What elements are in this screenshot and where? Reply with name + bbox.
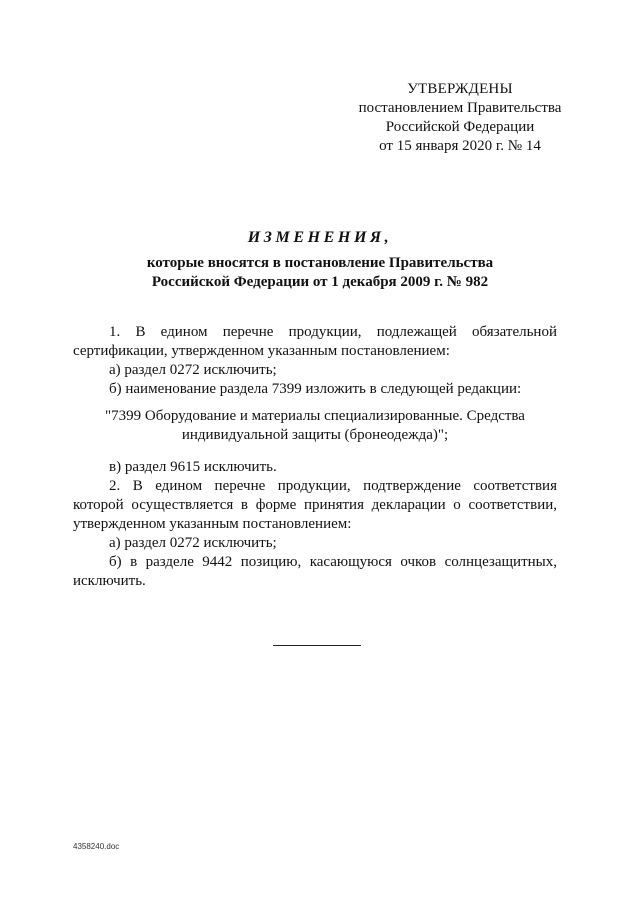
- approval-line-3: от 15 января 2020 г. № 14: [379, 138, 541, 154]
- document-title-block: [0, 228, 640, 292]
- document-subtitle: [0, 254, 640, 292]
- paragraph-item-1: 1. В едином перечне продукции, подлежащей обязательной сертификации, утвержденном указанным постановлением:: [73, 324, 557, 359]
- paragraph-item-1-c: в) раздел 9615 исключить.: [109, 459, 277, 475]
- document-file-code: 4358240.doc: [73, 842, 120, 851]
- paragraph-item-2-b: б) в разделе 9442 позицию, касающуюся очков солнцезащитных, исключить.: [73, 554, 557, 589]
- document-subtitle-line-1: которые вносятся в постановление Правительства: [146, 255, 494, 271]
- approval-heading: УТВЕРЖДЕНЫ: [407, 81, 513, 97]
- quote-line-2: индивидуальной защиты (бронеодежда)";: [181, 427, 449, 443]
- end-separator-line: [273, 645, 361, 646]
- approval-stamp: [330, 80, 590, 156]
- paragraph-item-2-a: а) раздел 0272 исключить;: [109, 535, 277, 551]
- document-body: [73, 323, 557, 591]
- approval-line-1: постановлением Правительства: [358, 100, 562, 116]
- document-title: ИЗМЕНЕНИЯ,: [247, 229, 393, 246]
- paragraph-item-1-a: а) раздел 0272 исключить;: [109, 362, 277, 378]
- quoted-section-name: [73, 407, 557, 445]
- paragraph-item-2: 2. В едином перечне продукции, подтверждение соответствия которой осуществляется в форме принятия декларации о соответствии, утвержденном указанным постановлением:: [73, 478, 557, 532]
- quote-line-1: "7399 Оборудование и материалы специализированные. Средства: [105, 408, 525, 424]
- paragraph-item-1-b: б) наименование раздела 7399 изложить в следующей редакции:: [109, 381, 522, 397]
- document-subtitle-line-2: Российской Федерации от 1 декабря 2009 г. № 982: [151, 274, 489, 290]
- approval-line-2: Российской Федерации: [385, 119, 535, 135]
